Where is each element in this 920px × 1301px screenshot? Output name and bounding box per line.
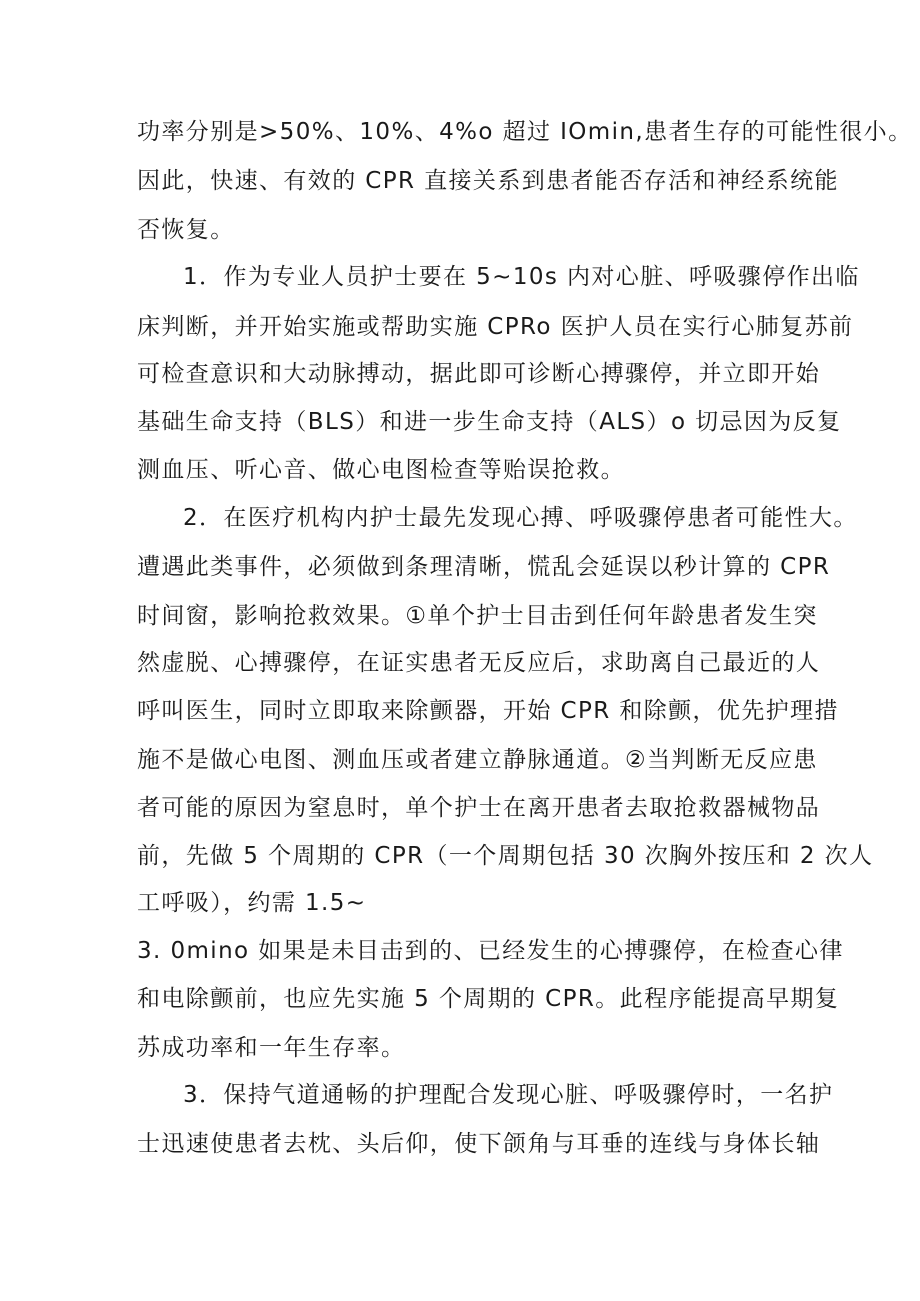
text-line: 和电除颤前，也应先实施 5 个周期的 CPR。此程序能提高早期复	[137, 986, 840, 1012]
text-line: 施不是做心电图、测血压或者建立静脉通道。②当判断无反应患	[137, 747, 818, 773]
text-line: 可检查意识和大动脉搏动，据此即可诊断心搏骤停，并立即开始	[137, 361, 821, 387]
text-line: 者可能的原因为窒息时，单个护士在离开患者去取抢救器械物品	[137, 795, 821, 821]
text-line: 功率分别是>50%、10%、4%o 超过 IOmin,患者生存的可能性很小。	[137, 119, 913, 145]
text-line: 时间窗，影响抢救效果。①单个护士目击到任何年龄患者发生突	[137, 603, 818, 629]
text-line: 然虚脱、心搏骤停，在证实患者无反应后，求助离自己最近的人	[137, 650, 821, 676]
text-line: 2．在医疗机构内护士最先发现心搏、呼吸骤停患者可能性大。	[183, 505, 858, 531]
text-line: 因此，快速、有效的 CPR 直接关系到患者能否存活和神经系统能	[137, 168, 839, 194]
text-line: 苏成功率和一年生存率。	[137, 1035, 406, 1061]
text-line: 遭遇此类事件，必须做到条理清晰，慌乱会延误以秒计算的 CPR	[137, 554, 831, 580]
text-line: 床判断，并开始实施或帮助实施 CPRo 医护人员在实行心肺复苏前	[137, 314, 854, 340]
text-line: 测血压、听心音、做心电图检查等贻误抢救。	[137, 457, 625, 483]
text-line: 基础生命支持（BLS）和进一步生命支持（ALS）o 切忌因为反复	[137, 409, 842, 435]
text-line: 1．作为专业人员护士要在 5~10s 内对心脏、呼吸骤停作出临	[183, 264, 860, 290]
text-line: 工呼吸），约需 1.5~	[137, 890, 367, 916]
text-line: 士迅速使患者去枕、头后仰，使下颌角与耳垂的连线与身体长轴	[137, 1131, 821, 1157]
text-line: 3. 0mino 如果是未目击到的、已经发生的心搏骤停，在检查心律	[137, 938, 844, 964]
text-line: 前，先做 5 个周期的 CPR（一个周期包括 30 次胸外按压和 2 次人	[137, 843, 874, 869]
text-line: 呼叫医生，同时立即取来除颤器，开始 CPR 和除颤，优先护理措	[137, 698, 839, 724]
text-line: 3．保持气道通畅的护理配合发现心脏、呼吸骤停时，一名护	[183, 1082, 834, 1108]
text-line: 否恢复。	[137, 217, 235, 243]
